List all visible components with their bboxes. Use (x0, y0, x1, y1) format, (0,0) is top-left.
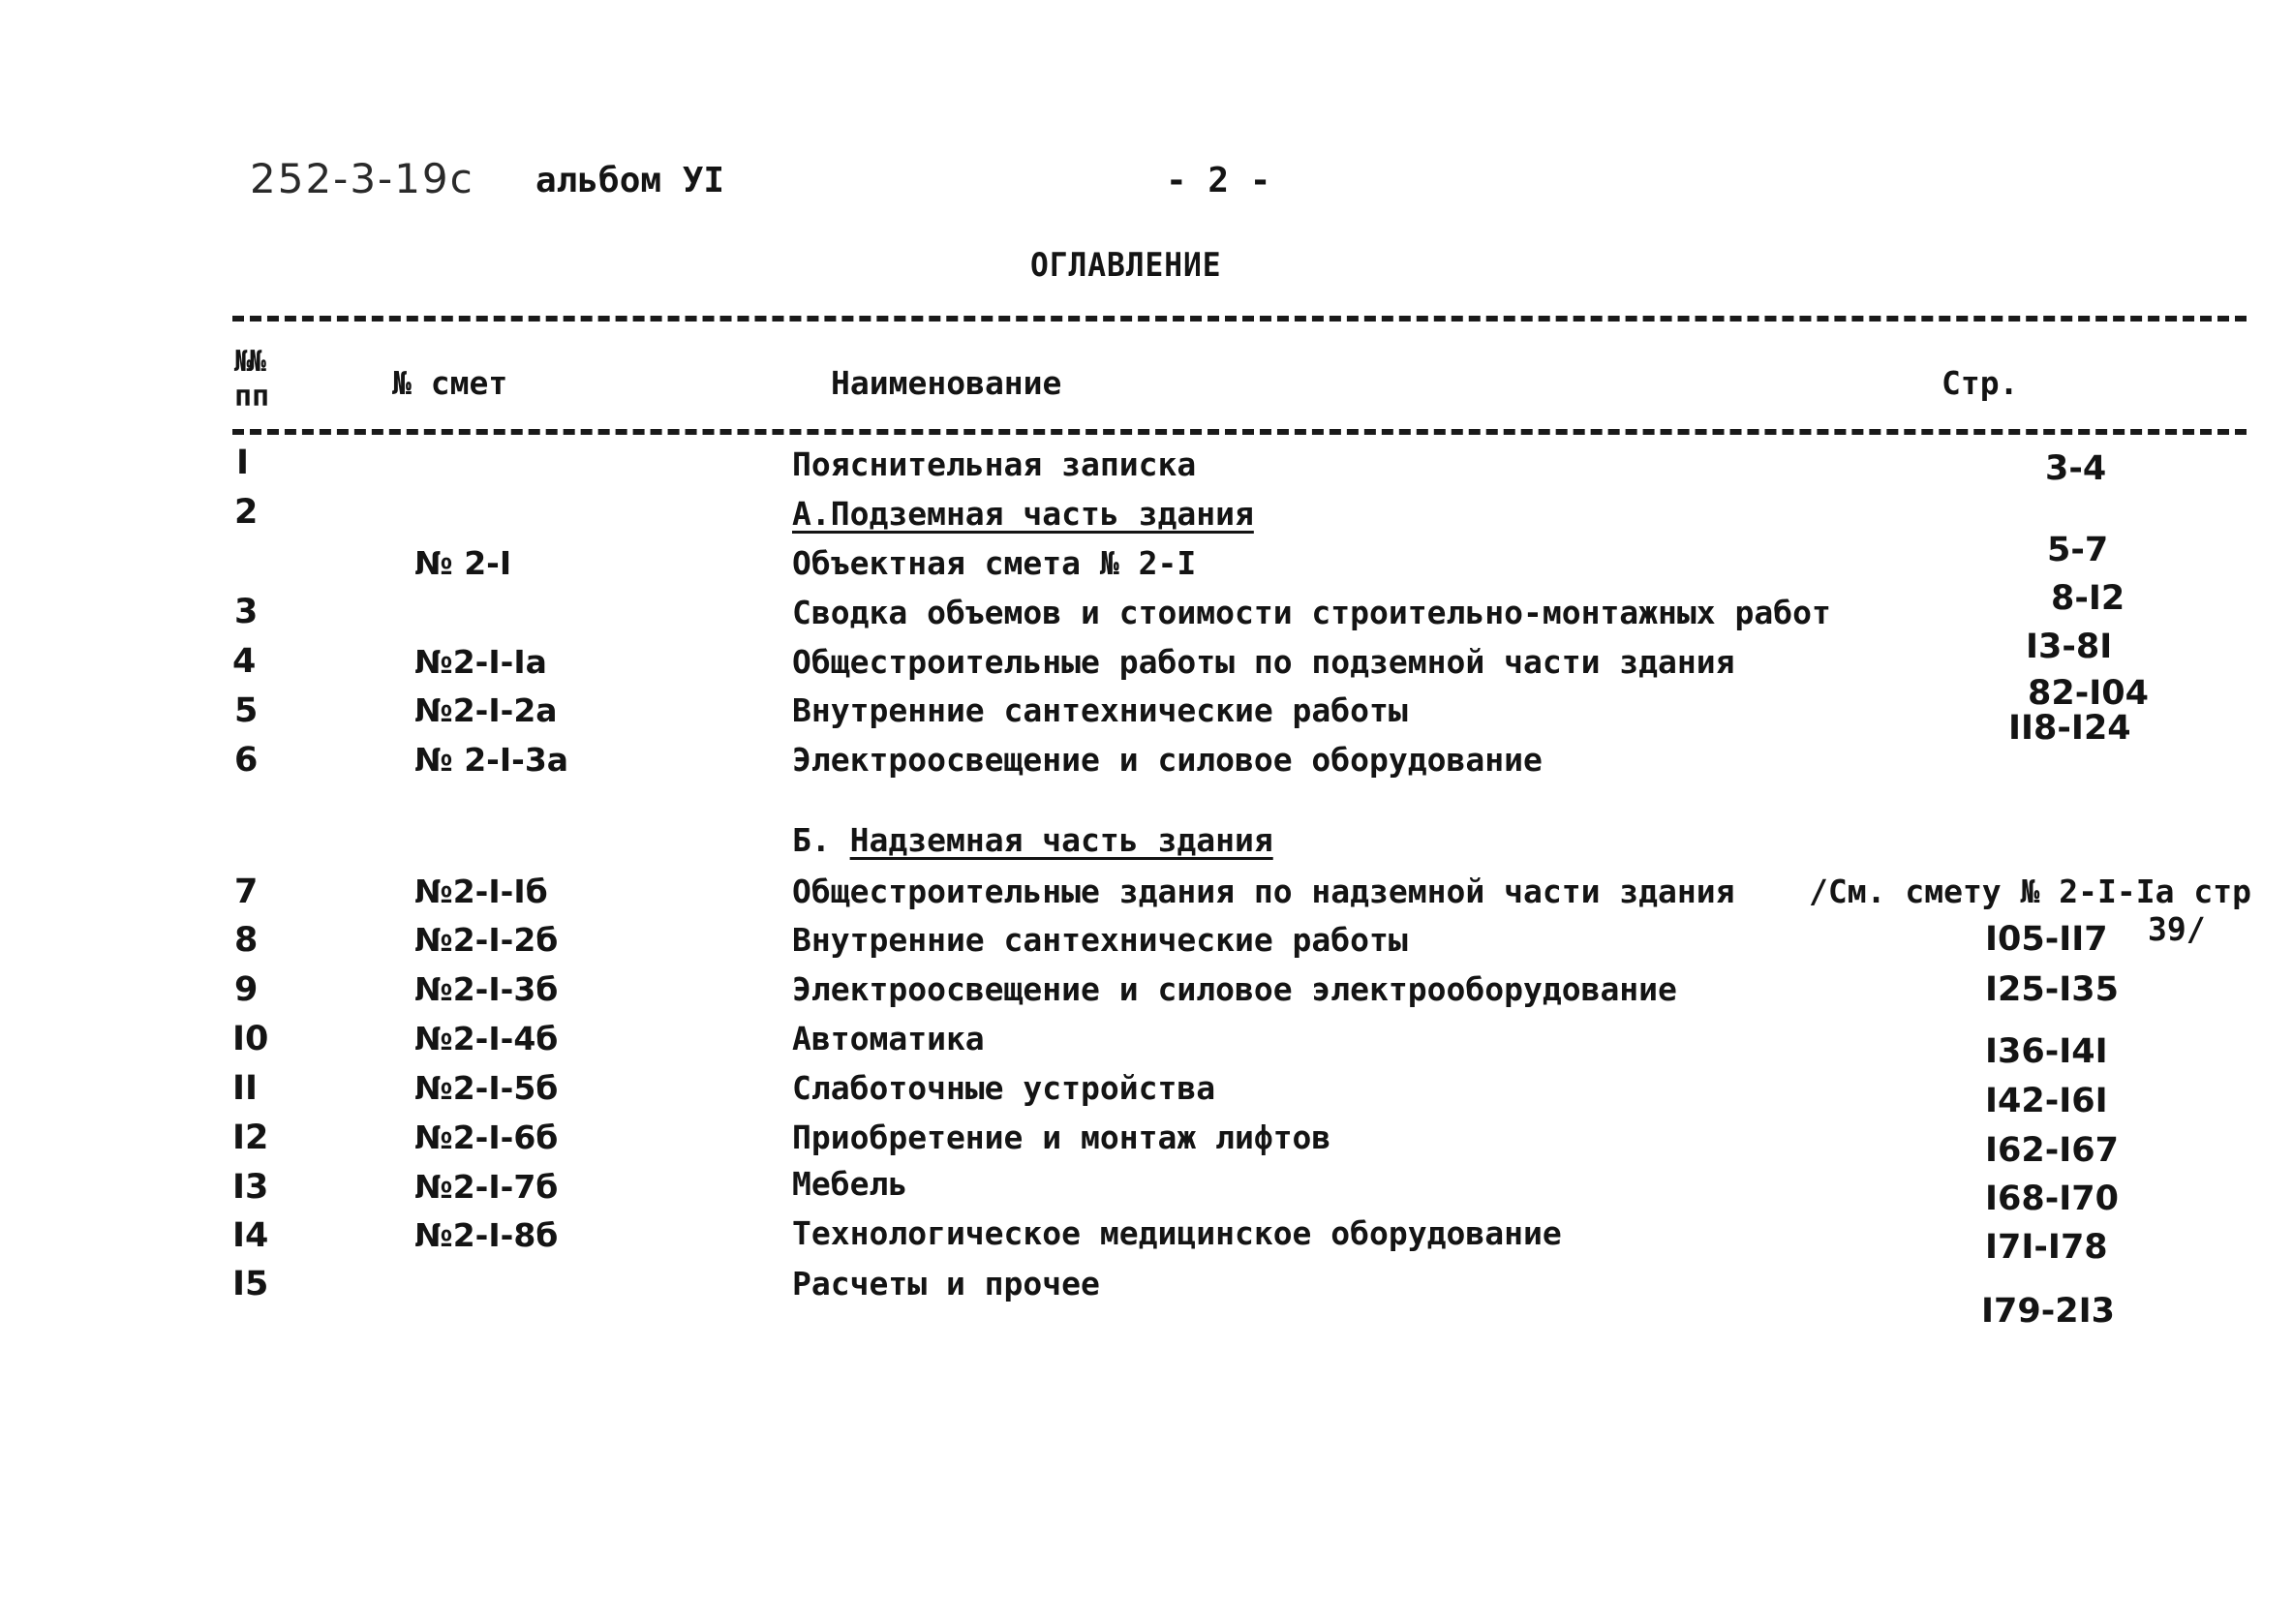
row-pages: 5-7 (2047, 531, 2109, 569)
toc-title: ОГЛАВЛЕНИЕ (1030, 246, 1222, 285)
row-estimate: №2-I-2а (414, 691, 558, 729)
row-pages: I42-I6I (1985, 1082, 2108, 1120)
col-pages-heading: Стр. (1941, 364, 2019, 402)
col-num-heading-sub: пп (234, 380, 270, 414)
row-estimate: № 2-I (414, 544, 512, 582)
row-estimate: №2-I-Iб (414, 873, 548, 910)
page-number: - 2 - (1166, 161, 1271, 200)
row-name: Сводка объемов и стоимости строительно-монтажных работ (792, 594, 1831, 631)
row-name: Автоматика (792, 1020, 985, 1057)
header-divider (232, 429, 2247, 435)
row-note: /См. смету № 2-I-Iа стр (1809, 873, 2251, 910)
row-number: 2 (234, 493, 259, 532)
row-estimate: №2-I-7б (414, 1168, 559, 1206)
row-pages: I68-I70 (1985, 1180, 2119, 1218)
row-number: I3 (232, 1168, 269, 1207)
row-name: Расчеты и прочее (792, 1265, 1100, 1302)
row-name: Пояснительная записка (792, 445, 1197, 483)
row-number: 4 (232, 642, 257, 681)
album-label: альбом УI (535, 161, 725, 200)
section-title: Надземная часть здания (849, 821, 1273, 859)
row-name: Общестроительные работы по подземной части здания (792, 643, 1735, 681)
row-pages: 3-4 (2045, 449, 2107, 488)
row-name: Общестроительные здания по надземной части здания (792, 873, 1735, 910)
row-number: I (236, 444, 250, 482)
row-note-continuation: 39/ (2148, 910, 2206, 948)
row-number: I2 (232, 1118, 269, 1157)
row-name: Внутренние сантехнические работы (792, 691, 1408, 729)
row-estimate: №2-I-8б (414, 1216, 559, 1254)
top-divider (232, 316, 2247, 322)
row-name: Электроосвещение и силовое электрооборудование (792, 970, 1677, 1008)
row-estimate: №2-I-Iа (414, 643, 547, 681)
row-pages: I62-I67 (1985, 1131, 2119, 1170)
section-prefix: Б. (792, 821, 831, 859)
row-name: Внутренние сантехнические работы (792, 921, 1408, 959)
row-number: I5 (232, 1265, 269, 1303)
document-code: 252-3-19с (250, 155, 474, 202)
row-number: 8 (234, 921, 259, 960)
row-number: 9 (234, 970, 259, 1009)
row-estimate: №2-I-5б (414, 1069, 559, 1107)
col-num-heading: №№ (234, 345, 264, 379)
row-pages: 82-I04 (2028, 674, 2149, 713)
row-estimate: №2-I-4б (414, 1020, 559, 1057)
row-name: Мебель (792, 1165, 908, 1203)
row-pages: I7I-I78 (1985, 1228, 2108, 1267)
row-name: Технологическое медицинское оборудование (792, 1214, 1562, 1252)
row-pages: 8-I2 (2051, 579, 2125, 618)
row-name: Слаботочные устройства (792, 1069, 1216, 1107)
row-number: I4 (232, 1216, 269, 1255)
row-number: 7 (234, 873, 259, 911)
row-number: I0 (232, 1020, 269, 1058)
row-name: Приобретение и монтаж лифтов (792, 1118, 1331, 1156)
row-pages: I3-8I (2026, 628, 2113, 666)
row-name: Объектная смета № 2-I (792, 544, 1197, 582)
row-pages: I36-I4I (1985, 1032, 2108, 1071)
row-number: 6 (234, 741, 259, 780)
row-number: 5 (234, 691, 259, 730)
row-estimate: № 2-I-3а (414, 741, 569, 779)
row-estimate: №2-I-6б (414, 1118, 559, 1156)
section-heading-a: А.Подземная часть здания (792, 495, 1254, 533)
col-name-heading: Наименование (831, 364, 1062, 402)
row-name: Электроосвещение и силовое оборудование (792, 741, 1543, 779)
row-pages: I79-2I3 (1981, 1292, 2115, 1331)
row-number: II (232, 1069, 259, 1108)
row-estimate: №2-I-3б (414, 970, 559, 1008)
section-heading-b (792, 821, 1273, 859)
row-pages: I05-II7 (1985, 920, 2108, 959)
row-pages: II8-I24 (2008, 709, 2131, 748)
row-pages: I25-I35 (1985, 970, 2119, 1009)
row-number: 3 (234, 593, 259, 631)
row-estimate: №2-I-2б (414, 921, 559, 959)
col-estimate-heading: № смет (392, 364, 508, 402)
